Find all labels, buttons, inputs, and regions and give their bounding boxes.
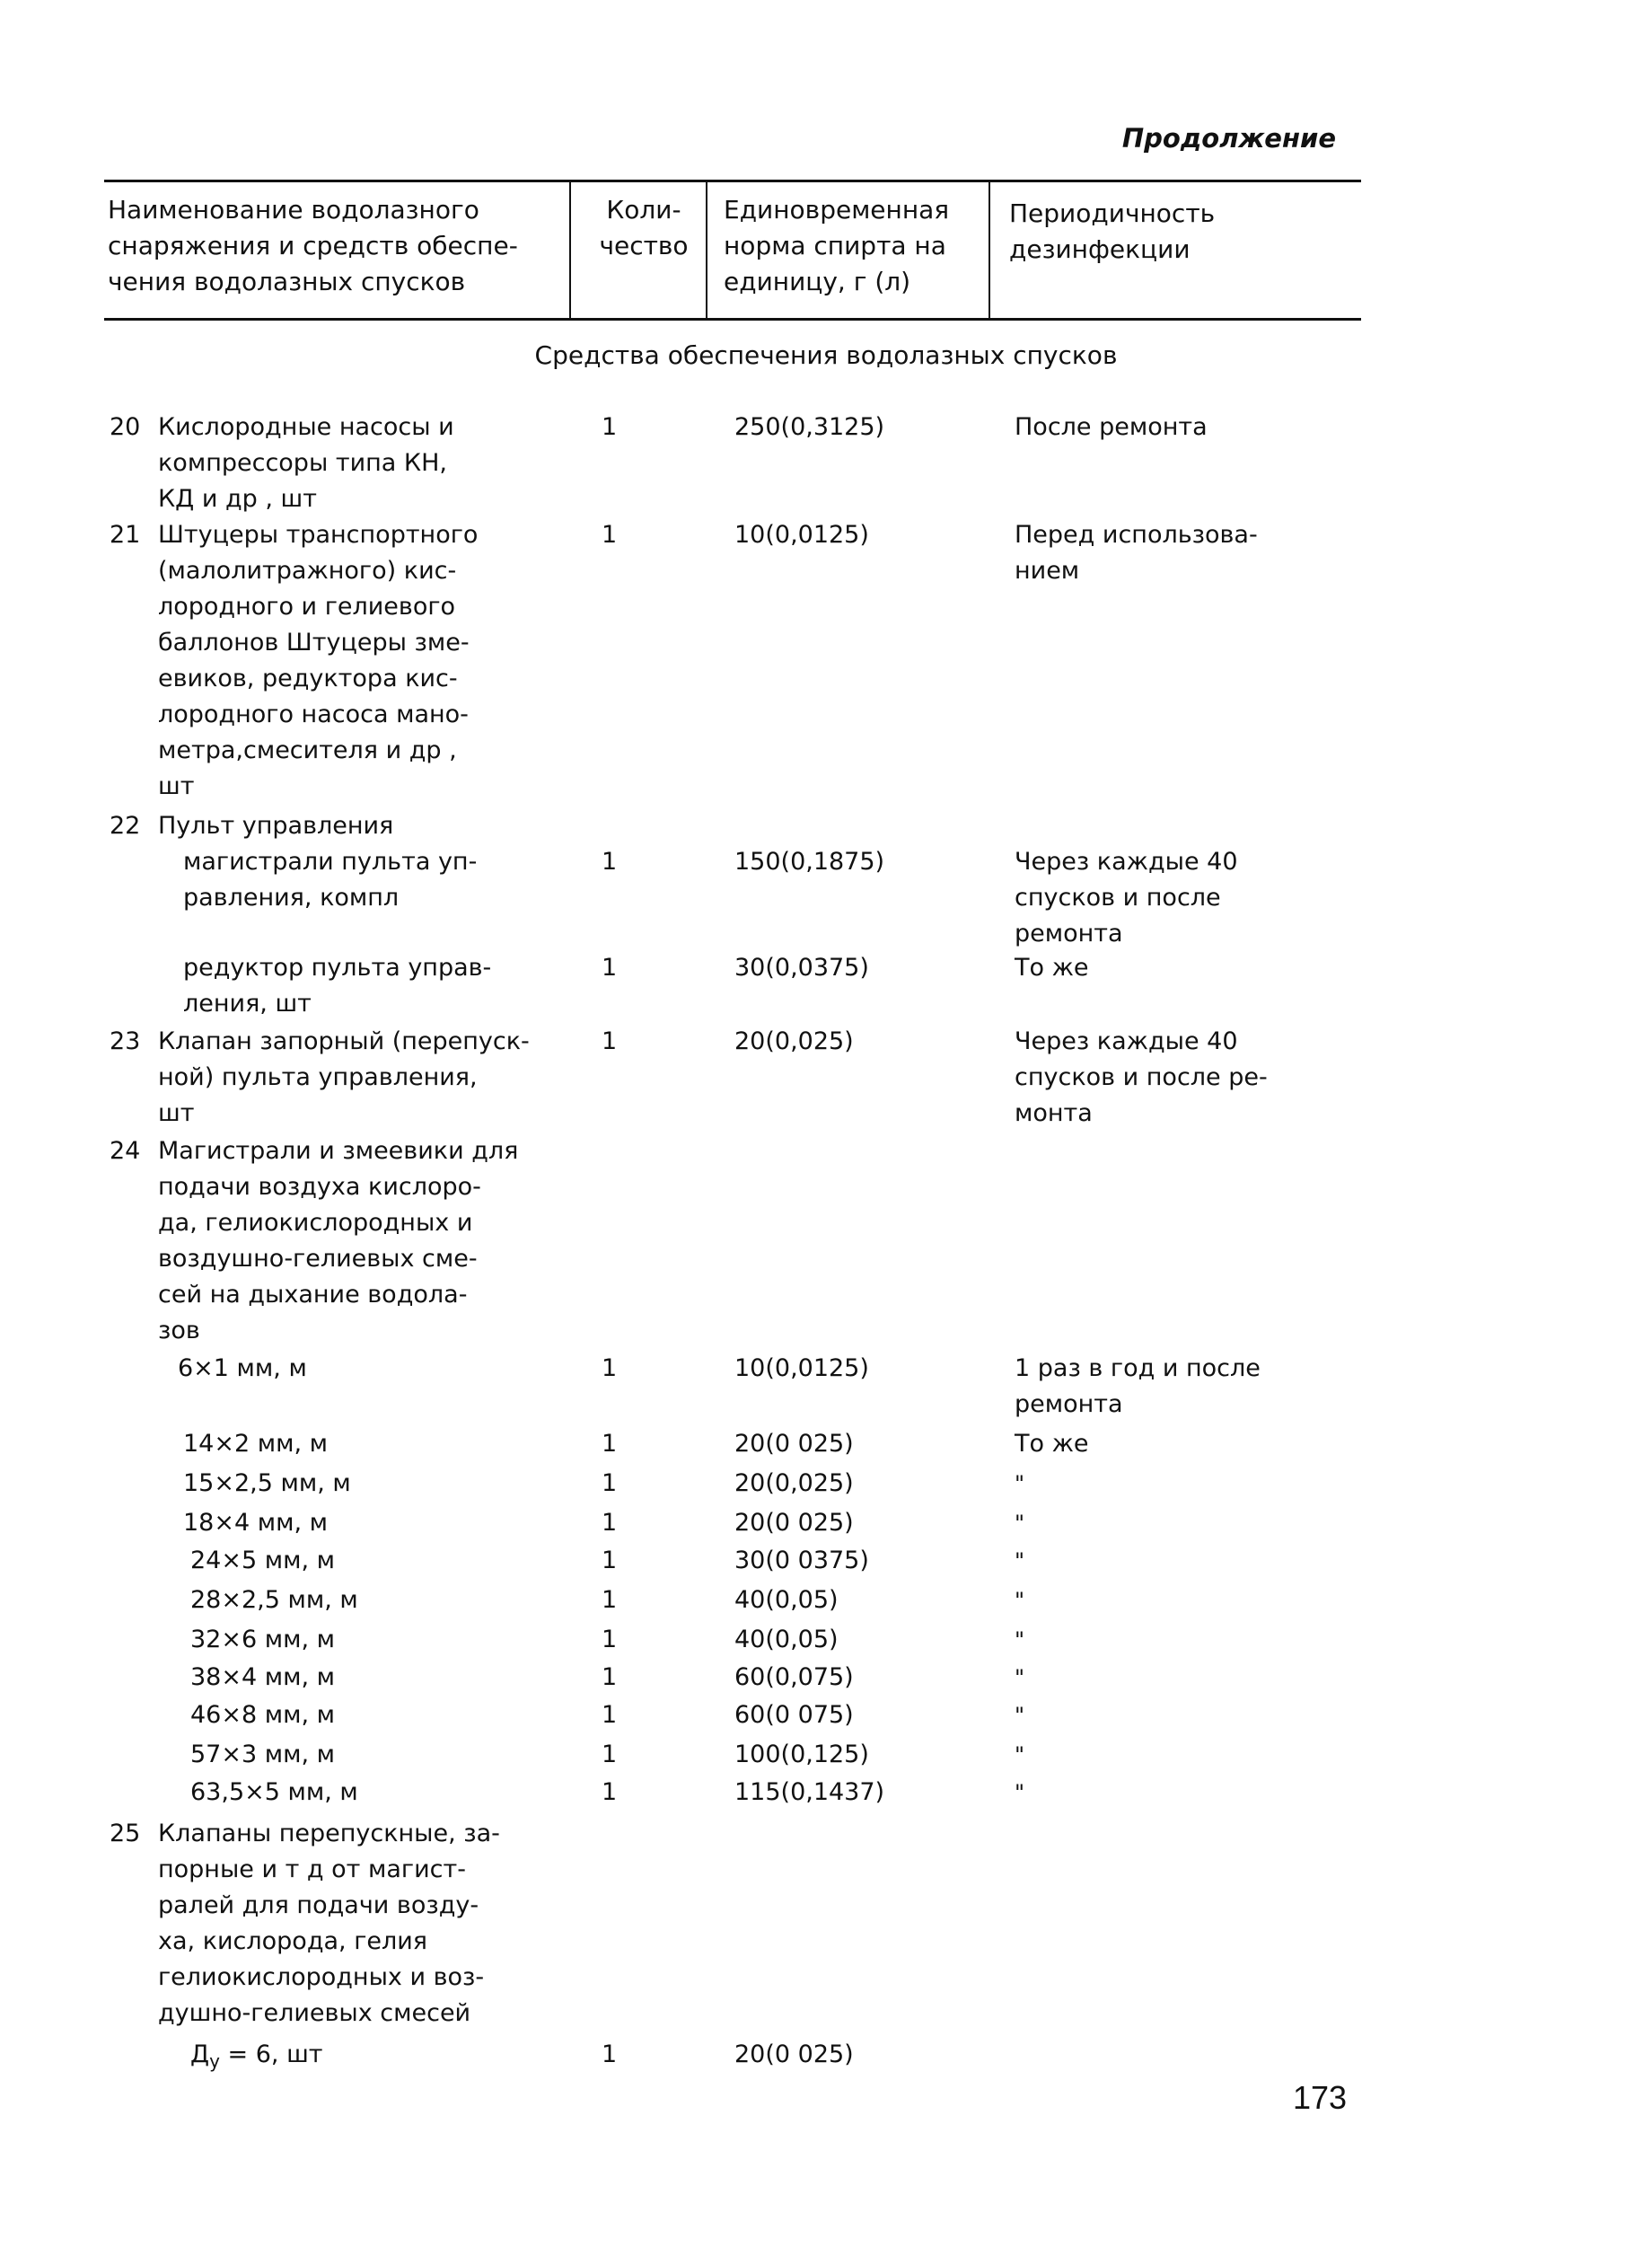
row-norm: 30(0,0375) xyxy=(734,954,869,982)
row-quantity: 1 xyxy=(602,2040,618,2068)
row-name: 14×2 мм, м xyxy=(183,1430,329,1458)
table-top-rule xyxy=(104,180,1361,182)
row-periodicity: " xyxy=(1015,1548,1025,1573)
row-name: 38×4 мм, м xyxy=(190,1663,336,1691)
row-number: 23 xyxy=(110,1027,141,1055)
row-norm: 100(0,125) xyxy=(734,1741,869,1768)
row-norm: 20(0 025) xyxy=(734,1509,854,1537)
row-quantity: 1 xyxy=(602,521,618,549)
section-title: Средства обеспечения водолазных спусков xyxy=(534,340,1118,370)
row-norm: 10(0,0125) xyxy=(734,521,869,549)
row-name: магистрали пульта уп- равления, компл xyxy=(183,848,478,912)
row-norm: 250(0,3125) xyxy=(734,413,885,441)
row-quantity: 1 xyxy=(602,1469,618,1497)
row-name: 18×4 мм, м xyxy=(183,1509,329,1537)
column-divider xyxy=(989,182,990,318)
row-name: 28×2,5 мм, м xyxy=(190,1586,358,1614)
row-quantity: 1 xyxy=(602,1663,618,1691)
row-number: 25 xyxy=(110,1820,141,1847)
row-name: Клапан запорный (перепуск- ной) пульта управления, шт xyxy=(158,1027,530,1127)
row-quantity: 1 xyxy=(602,1027,618,1055)
row-periodicity: Через каждые 40 спусков и после ре- монта xyxy=(1015,1027,1268,1127)
row-norm: 115(0,1437) xyxy=(734,1778,885,1806)
header-periodicity: Периодичность дезинфекции xyxy=(1009,198,1216,264)
row-quantity: 1 xyxy=(602,1509,618,1537)
row-norm: 30(0 0375) xyxy=(734,1547,869,1574)
row-quantity: 1 xyxy=(602,1741,618,1768)
row-norm: 40(0,05) xyxy=(734,1586,839,1614)
row-name: 6×1 мм, м xyxy=(178,1354,307,1382)
row-norm: 20(0 025) xyxy=(734,1430,854,1458)
row-norm: 20(0 025) xyxy=(734,2040,854,2068)
header-norm: Единовременная норма спирта на единицу, г (л) xyxy=(724,195,950,296)
row-periodicity: " xyxy=(1015,1665,1025,1690)
row-number: 24 xyxy=(110,1137,141,1165)
row-name: 46×8 мм, м xyxy=(190,1701,336,1729)
row-quantity: 1 xyxy=(602,1778,618,1806)
row-periodicity: " xyxy=(1015,1703,1025,1728)
row-name: Магистрали и змеевики для подачи воздуха кислоро- да, гелиокислородных и воздушно-гелиевых сме- сей на дыхание водола- зов xyxy=(158,1137,519,1344)
row-quantity: 1 xyxy=(602,1354,618,1382)
row-name: $Д_у = 6$, шт xyxy=(190,2040,323,2072)
continuation-label: Продолжение xyxy=(1121,123,1336,154)
header-quantity: Коли- чество xyxy=(599,195,689,260)
row-norm: 60(0,075) xyxy=(734,1663,854,1691)
row-norm: 150(0,1875) xyxy=(734,848,885,876)
row-quantity: 1 xyxy=(602,1586,618,1614)
row-name: редуктор пульта управ- ления, шт xyxy=(183,954,492,1018)
row-number: 20 xyxy=(110,413,141,441)
page-number: 173 xyxy=(1293,2079,1348,2116)
row-periodicity: " xyxy=(1015,1780,1025,1805)
row-quantity: 1 xyxy=(602,1626,618,1653)
row-periodicity: " xyxy=(1015,1588,1025,1613)
row-name: Кислородные насосы и компрессоры типа КН, КД и др , шт xyxy=(158,413,454,513)
row-periodicity: " xyxy=(1015,1742,1025,1767)
row-norm: 60(0 075) xyxy=(734,1701,854,1729)
column-divider xyxy=(569,182,571,318)
row-norm: 20(0,025) xyxy=(734,1469,854,1497)
row-name: Пульт управления xyxy=(158,812,394,840)
row-periodicity: То же xyxy=(1015,954,1089,982)
row-name: 57×3 мм, м xyxy=(190,1741,336,1768)
row-norm: 20(0,025) xyxy=(734,1027,854,1055)
row-periodicity: " xyxy=(1015,1471,1025,1496)
column-divider xyxy=(706,182,707,318)
row-name: Клапаны перепускные, за- порные и т д от магист- ралей для подачи возду- ха, кислорода, гелия гелиокислородных и воз- душно-гелиевых смесей xyxy=(158,1820,500,2027)
row-quantity: 1 xyxy=(602,1701,618,1729)
header-name: Наименование водолазного снаряжения и средств обеспе- чения водолазных спусков xyxy=(108,195,518,296)
row-name: 63,5×5 мм, м xyxy=(190,1778,358,1806)
row-periodicity: Перед использова- нием xyxy=(1015,521,1258,585)
row-quantity: 1 xyxy=(602,1547,618,1574)
row-periodicity: 1 раз в год и после ремонта xyxy=(1015,1354,1261,1418)
row-quantity: 1 xyxy=(602,848,618,876)
row-quantity: 1 xyxy=(602,1430,618,1458)
row-name: 24×5 мм, м xyxy=(190,1547,336,1574)
row-quantity: 1 xyxy=(602,413,618,441)
row-quantity: 1 xyxy=(602,954,618,982)
row-periodicity: " xyxy=(1015,1627,1025,1652)
table-header-rule xyxy=(104,318,1361,321)
row-name: 32×6 мм, м xyxy=(190,1626,336,1653)
row-number: 21 xyxy=(110,521,141,549)
row-name: 15×2,5 мм, м xyxy=(183,1469,351,1497)
row-periodicity: Через каждые 40 спусков и после ремонта xyxy=(1015,848,1238,947)
row-norm: 40(0,05) xyxy=(734,1626,839,1653)
row-periodicity: " xyxy=(1015,1511,1025,1536)
row-periodicity: То же xyxy=(1015,1430,1089,1458)
row-number: 22 xyxy=(110,812,141,840)
row-name: Штуцеры транспортного (малолитражного) кис- лородного и гелиевого баллонов Штуцеры зме- евиков, редуктора кис- лородного насоса мано- метра,смесителя и др , шт xyxy=(158,521,479,800)
row-periodicity: После ремонта xyxy=(1015,413,1208,441)
row-norm: 10(0,0125) xyxy=(734,1354,869,1382)
